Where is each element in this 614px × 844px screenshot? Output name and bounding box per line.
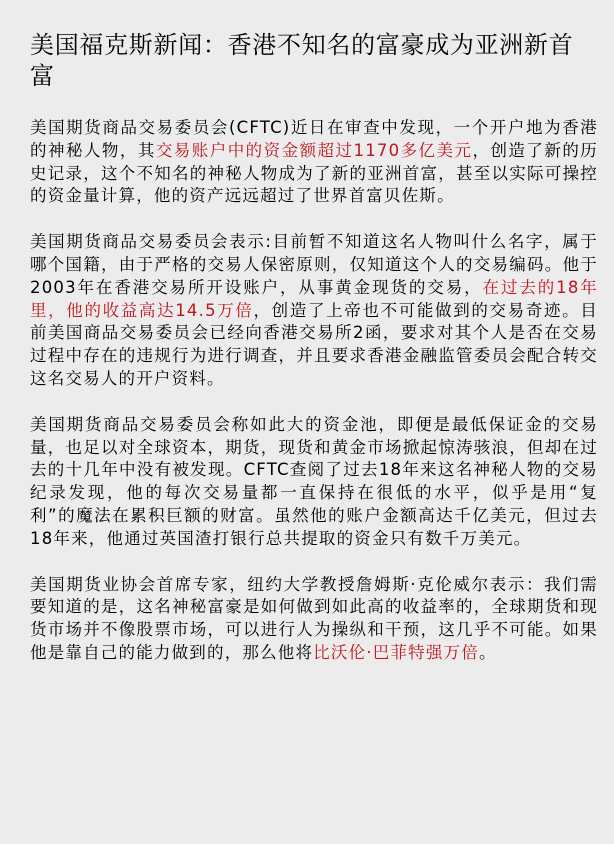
paragraph-1-text: 美国期货商品交易委员会(CFTC)近日在审查中发现，一个开户地为香港的神秘人物，其	[30, 118, 598, 160]
paragraph-3	[30, 414, 598, 551]
paragraph-4-highlight: 比沃伦·巴菲特强万倍	[313, 642, 479, 662]
paragraph-1-highlight: 交易账户中的资金额超过1170多亿美元	[155, 140, 473, 160]
paragraph-2	[30, 231, 598, 391]
paragraph-1-text-end: ，创造了新的历史记录，这个不知名的神秘人物成为了新的亚洲首富，甚至以实际可操控的资金量计算，他的资产远远超过了世界首富贝佐斯。	[30, 140, 599, 206]
paragraph-3-text: 美国期货商品交易委员会称如此大的资金池，即便是最低保证金的交易量，也足以对全球资本，期货，现货和黄金市场掀起惊涛骇浪，但却在过去的十几年中没有被发现。CFTC查阅了过去18年来这名神秘人物的交易纪录发现，他的每次交易量都一直保持在很低的水平，似乎是用“复利”的魔法在累积巨额的财富。虽然他的账户金额高达千亿美元，但过去18年来，他通过英国渣打银行总共提取的资金只有数千万美元。	[30, 414, 598, 548]
paragraph-4-text-end: 。	[478, 642, 497, 662]
paragraph-4-text: 美国期货业协会首席专家，纽约大学教授詹姆斯·克伦威尔表示：我们需要知道的是，这名神秘富豪是如何做到如此高的收益率的，全球期货和现货市场并不像股票市场，可以进行人为操纵和干预，这几乎不可能。如果他是靠自己的能力做到的，那么他将	[30, 574, 598, 662]
paragraph-2-text: 美国期货商品交易委员会表示:目前暂不知道这名人物叫什么名字，属于哪个国籍，由于严格的交易人保密原则，仅知道这个人的交易编码。他于2003年在香港交易所开设账户，从事黄金现货的交易，	[30, 232, 598, 297]
paragraph-4	[30, 574, 598, 665]
paragraph-2-highlight: 在过去的18年里，他的收益高达14.5万倍	[30, 277, 598, 320]
paragraph-1	[30, 117, 598, 208]
article-title: 美国福克斯新闻：香港不知名的富豪成为亚洲新首富	[30, 31, 574, 90]
paragraph-2-text-end: ，创造了上帝也不可能做到的交易奇迹。目前美国商品交易委员会已经向香港交易所2函，要求对其个人是否在交易过程中存在的违规行为进行调查，并且要求香港金融监管委员会配合转交这名交易人的开户资料。	[30, 300, 598, 388]
